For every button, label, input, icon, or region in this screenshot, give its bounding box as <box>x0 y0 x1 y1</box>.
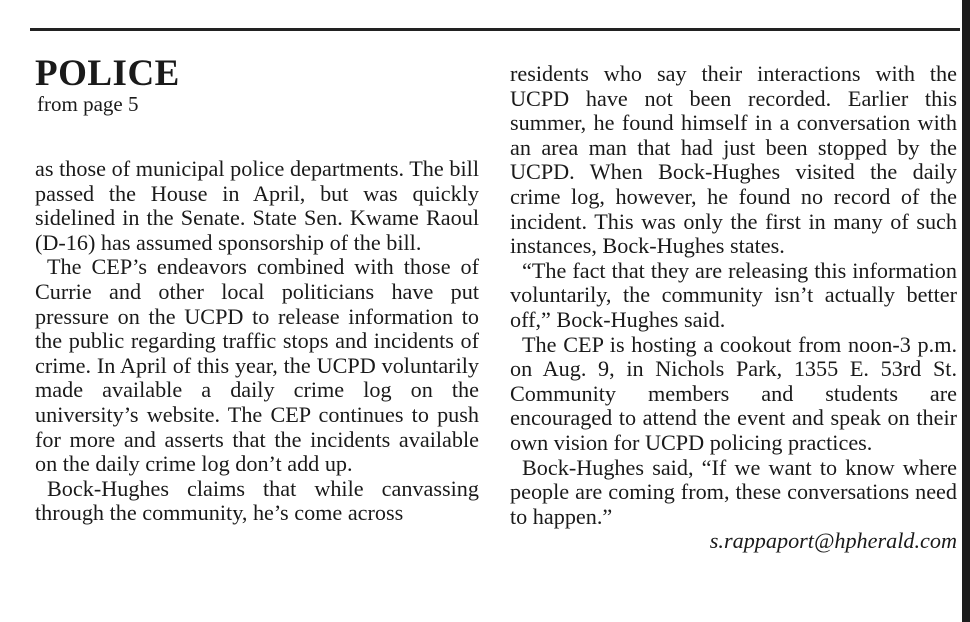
paragraph: The CEP is hosting a cookout from noon-3 p.m. on Aug. 9, in Nichols Park, 1355 E. 53rd St. Community members and students are encouraged to attend the event and speak on their own vision for UCPD policing practices. <box>510 331 957 455</box>
paragraph: Bock-Hughes said, “If we want to know where people are coming from, these conversations need to happen.” <box>510 454 957 529</box>
paragraph: residents who say their interactions with the UCPD have not been recorded. Earlier this summer, he found himself in a conversation with an area man that had just been stopped by the UCPD. When Bock-Hughes visited the daily crime log, however, he found no record of the incident. This was only the first in many of such instances, Bock-Hughes states. <box>510 61 957 259</box>
byline-email: s.rappaport@hpherald.com <box>709 528 957 554</box>
paragraph: “The fact that they are releasing this information voluntarily, the community isn’t actually better off,” Bock-Hughes said. <box>510 257 957 332</box>
jumpline: from page 5 <box>37 92 139 116</box>
paragraph: Bock-Hughes claims that while canvassing through the community, he’s come across <box>35 475 479 526</box>
paragraph: as those of municipal police departments. The bill passed the House in April, but was quickly sidelined in the Senate. State Sen. Kwame Raoul (D-16) has assumed sponsorship of the bill. <box>35 156 479 255</box>
headline: POLICE <box>35 53 180 94</box>
top-rule <box>30 28 960 31</box>
paragraph: The CEP’s endeavors combined with those of Currie and other local politicians have put pressure on the UCPD to release information to the public regarding traffic stops and incidents of crime. In April of this year, the UCPD voluntarily made available a daily crime log on the university’s website. The CEP continues to push for more and asserts that the incidents available on the daily crime log don’t add up. <box>35 254 479 477</box>
page-edge <box>962 0 970 622</box>
article-column-left <box>35 157 479 526</box>
article-column-right <box>510 62 957 554</box>
